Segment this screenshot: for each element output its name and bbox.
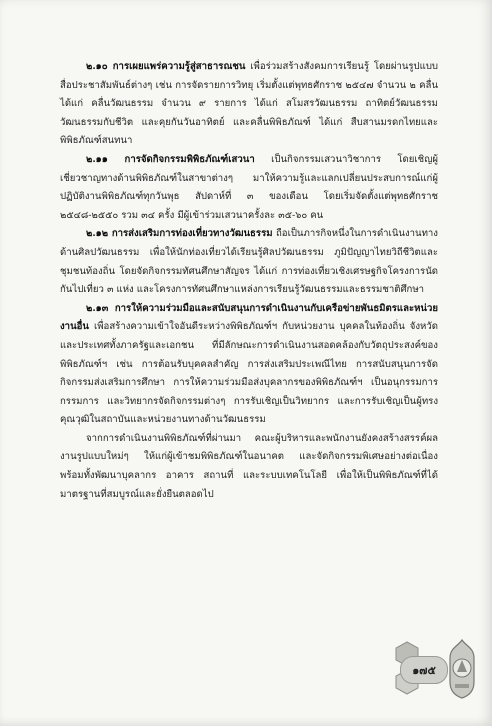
paragraph-2-10: [60, 58, 438, 151]
body-text: [60, 58, 438, 504]
paragraph-heading: ๒.๑๐ การเผยแพร่ความรู้สู่สาธารณชน: [86, 61, 246, 72]
paragraph-body: เป็นกิจกรรมเสวนาวิชาการ โดยเชิญผู้เชี่ยวชาญทางด้านพิพิธภัณฑ์ในสาขาต่างๆ มาให้ความรู้และแลกเปลี่ยนประสบการณ์แก่ผู้ปฏิบัติงานพิพิธภัณฑ์ทุกวันพุธ สัปดาห์ที่ ๓ ของเดือน โดยเริ่มจัดตั้งแต่พุทธศักราช ๒๕๔๘-๒๕๕๐ รวม ๓๔ ครั้ง มีผู้เข้าร่วมเสวนาครั้งละ ๓๕-๖๐ คน: [60, 153, 438, 221]
paragraph-body: เพื่อร่วมสร้างสังคมการเรียนรู้ โดยผ่านรูปแบบสื่อประชาสัมพันธ์ต่างๆ เช่น การจัดรายการวิทยุ เริ่มตั้งแต่พุทธศักราช ๒๕๔๗ จำนวน ๒ คลื่น ได้แก่ คลื่นวัฒนธรรม จำนวน ๙ รายการ ได้แก่ สโมสรวัฒนธรรม ถาทิตย์วัฒนธรรม วัฒนธรรมกับชีวิต และคุยกันวันอาทิตย์ และคลื่นพิพิธภัณฑ์ ได้แก่ สืบสานมรดกไทยและพิพิธภัณฑ์สนทนา: [60, 61, 438, 147]
paragraph-2-13: [60, 300, 438, 430]
paragraph-body: เพื่อสร้างความเข้าใจอันดีระหว่างพิพิธภัณฑ์ฯ กับหน่วยงาน บุคคลในท้องถิ่น จังหวัดและประเทศทั้งภาครัฐและเอกชน ที่มีลักษณะการดำเนินงานสอดคล้องกับวัตถุประสงค์ของพิพิธภัณฑ์ฯ เช่น การต้อนรับบุคคลสำคัญ การส่งเสริมประเพณีไทย การสนับสนุนการจัดกิจกรรมส่งเสริมการศึกษา การให้ความร่วมมือส่งบุคลากรของพิพิธภัณฑ์ฯ เป็นอนุกรรมการ กรรมการ และวิทยากรจัดกิจกรรมต่างๆ การรับเชิญเป็นวิทยากร และการรับเชิญเป็นผู้ทรงคุณวุฒิในสถาบันและหน่วยงานทางด้านวัฒนธรรม: [60, 321, 438, 426]
museum-seal-icon: [444, 638, 480, 700]
paragraph-conclusion: [60, 430, 438, 504]
page-footer: [392, 634, 482, 704]
page-number: ๑๗๕: [400, 656, 448, 684]
paragraph-heading: ๒.๑๒ การส่งเสริมการท่องเที่ยวทางวัฒนธรรม: [86, 228, 273, 240]
paragraph-body: จากการดำเนินงานพิพิธภัณฑ์ที่ผ่านมา คณะผู้บริหารและพนักงานยังคงสร้างสรรค์ผลงานรูปแบบใหม่ๆ ให้แก่ผู้เข้าชมพิพิธภัณฑ์ในอนาคต และจัดกิจกรรมพิเศษอย่างต่อเนื่อง พร้อมทั้งพัฒนาบุคลากร อาคาร สถานที่ และระบบเทคโนโลยี เพื่อให้เป็นพิพิธภัณฑ์ที่ได้มาตรฐานที่สมบูรณ์และยั่งยืนตลอดไป: [60, 432, 438, 500]
paragraph-2-11: [60, 151, 438, 225]
paragraph-heading: ๒.๑๑ การจัดกิจกรรมพิพิธภัณฑ์เสวนา: [86, 153, 255, 165]
paragraph-body: ถือเป็นภารกิจหนึ่งในการดำเนินงานทางด้านศิลปวัฒนธรรม เพื่อให้นักท่องเที่ยวได้เรียนรู้ศิลปวัฒนธรรม ภูมิปัญญาไทยวิถีชีวิตและชุมชนท้องถิ่น โดยจัดกิจกรรมทัศนศึกษาสัญจร ได้แก่ การท่องเที่ยวเชิงเศรษฐกิจโครงการนัดกันไปเที่ยว ๓ แห่ง และโครงการทัศนศึกษาแหล่งการเรียนรู้วัฒนธรรมและธรรมชาติศึกษา: [60, 228, 438, 296]
paragraph-2-12: [60, 225, 438, 299]
paragraph-heading: ๒.๑๓ การให้ความร่วมมือและสนับสนุนการดำเนินงานกับเครือข่ายพันธมิตรและหน่วยงานอื่น: [60, 302, 438, 333]
